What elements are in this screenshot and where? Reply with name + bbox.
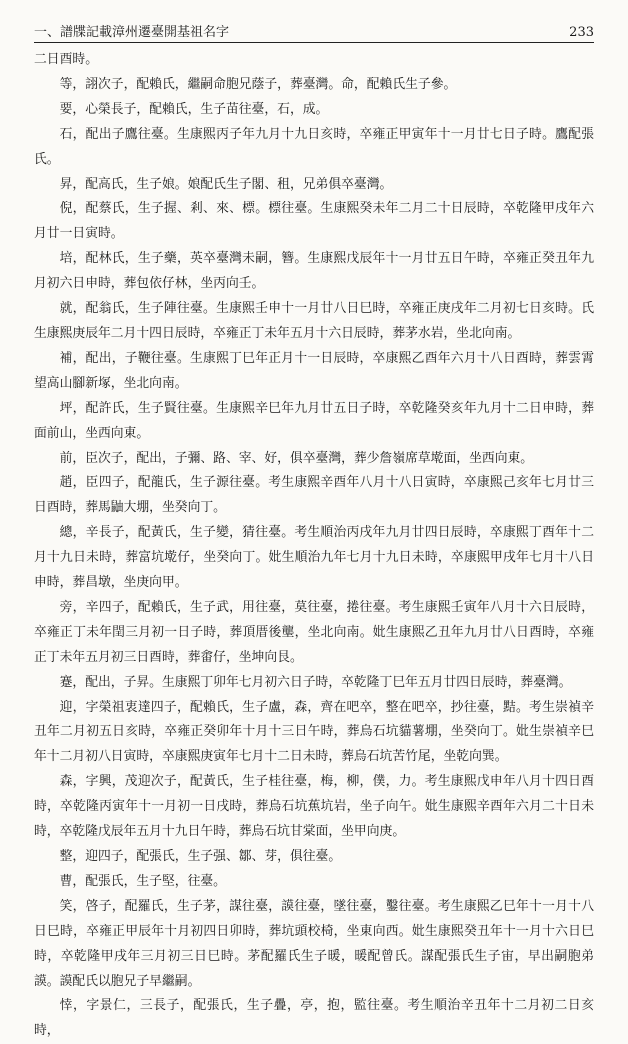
paragraph: 悻，字景仁，三長子，配張氏，生子疊，亭，抱，監往臺。考生順治辛丑年十二月初二日亥時，	[34, 998, 594, 1039]
paragraph: 就，配翁氏，生子陣往臺。生康熙壬申十一月廿八日巳時，卒雍正庚戌年二月初七日亥時。氏生康熙庚辰年二月十四日辰時，卒雍正丁未年五月十六日辰時，葬茅水岩，坐北向南。	[34, 301, 594, 341]
paragraph: 整，迎四子，配張氏，生子强、鄒、芽，俱往臺。	[59, 849, 342, 864]
paragraph: 等，詡次子，配賴氏，繼嗣命胞兄蔭子，葬臺灣。命，配賴氏生子參。	[59, 76, 457, 92]
paragraph: 石，配出子鷹往臺。生康熙丙子年九月十九日亥時，卒雍正甲寅年十一月廿七日子時。鷹配張氏。	[34, 126, 594, 167]
header-rule	[34, 42, 594, 43]
paragraph: 倪，配蔡氏，生子握、剎、來、標。標往臺。生康熙癸未年二月二十日辰時，卒乾隆甲戌年六月廿一日寅時。	[34, 201, 594, 242]
paragraph: 笑，啓子，配羅氏，生子茅，謀往臺，謨往臺，墜往臺，鑿往臺。考生康熙乙巳年十一月十八日巳時，卒雍正甲辰年十月初四日卯時，葬坑頭校椅，坐東向西。妣生康熙癸丑年十一月十六日巳時，卒乾隆甲戌年三月初三日巳時。茅配羅氏生子暖，暖配曾氏。謀配張氏生子宙，早出嗣胞弟謨。謨配氏以胞兄子早繼嗣。	[34, 898, 594, 989]
paragraph: 森，字興，茂迎次子，配黃氏，生子桂往臺，梅，柳，僕，力。考生康熙戊申年八月十四日酉時，卒乾隆丙寅年十一月初一日戌時，葬烏石坑蕉坑岩，坐子向午。妣生康熙辛酉年六月二十日未時，卒乾隆戊辰年五月十九日午時，葬烏石坑甘棠面，坐甲向庚。	[34, 774, 594, 840]
paragraph: 坪，配許氏，生子賢往臺。生康熙辛巳年九月廿五日子時，卒乾隆癸亥年九月十二日申時，葬面前山，坐西向東。	[34, 400, 594, 441]
paragraph: 要，心榮長子，配賴氏，生子苗往臺，石，成。	[59, 101, 329, 117]
paragraph: 曹，配張氏，生子堅，往臺。	[59, 873, 226, 889]
page-number: 233	[569, 25, 594, 40]
chapter-title: 一、譜牒記載漳州遷臺開基祖名字	[34, 25, 230, 40]
paragraph: 補，配出，子鞭往臺。生康熙丁巳年正月十一日辰時，卒康熙乙酉年六月十八日酉時，葬雲霄望高山腳新塚，坐北向南。	[34, 350, 594, 391]
paragraph: 培，配林氏，生子藥，英卒臺灣未嗣，簪。生康熙戊辰年十一月廿五日午時，卒雍正癸丑年九月初六日申時，葬包依仔林，坐丙向壬。	[34, 251, 594, 292]
paragraph: 前，臣次子，配出，子彌、路、宰、好，俱卒臺灣，葬少詹嶺席草墘面，坐西向東。	[59, 450, 534, 466]
paragraph: 迎，字榮祖衷達四子，配賴氏，生子盧，森，齊在吧卒，整在吧卒，抄往臺，黠。考生崇禎辛丑年二月初五日亥時，卒雍正癸卯年十月十三日午時，葬烏石坑貓薯堋，坐癸向丁。妣生崇禎辛巳年十二月初八日寅時，卒康熙庚寅年七月十二日未時，葬烏石坑苦竹尾，坐乾向巽。	[34, 699, 594, 765]
running-header	[34, 18, 594, 40]
paragraph: 昇，配高氏，生子娘。娘配氏生子閣、租，兄弟俱卒臺灣。	[59, 176, 393, 192]
paragraph: 蹇，配出，子昇。生康熙丁卯年七月初六日子時，卒乾隆丁巳年五月廿四日辰時，葬臺灣。	[59, 674, 572, 690]
paragraph: 趙，臣四子，配龍氏，生子源往臺。考生康熙辛酉年八月十八日寅時，卒康熙己亥年七月廿三日酉時，葬馬鼬大堋，坐癸向丁。	[34, 475, 594, 516]
paragraph: 二日酉時。	[34, 52, 98, 67]
paragraph: 總，辛長子，配黃氏，生子變，猜往臺。考生順治丙戌年九月廿四日辰時，卒康熙丁酉年十二月十九日未時，葬富坑墘仔，坐癸向丁。妣生順治九年七月十九日未時，卒康熙甲戌年七月十八日申時，葬昌墩，坐庚向甲。	[34, 525, 594, 591]
paragraph: 旁，辛四子，配賴氏，生子武，用往臺，莫往臺，捲往臺。考生康熙壬寅年八月十六日辰時，卒雍正丁未年閏三月初一日子時，葬頂厝後壟，坐北向南。妣生康熙乙丑年九月廿八日酉時，卒雍正丁未年五月初三日酉時，葬畬仔，坐坤向艮。	[34, 599, 594, 665]
body-text	[34, 48, 594, 1044]
